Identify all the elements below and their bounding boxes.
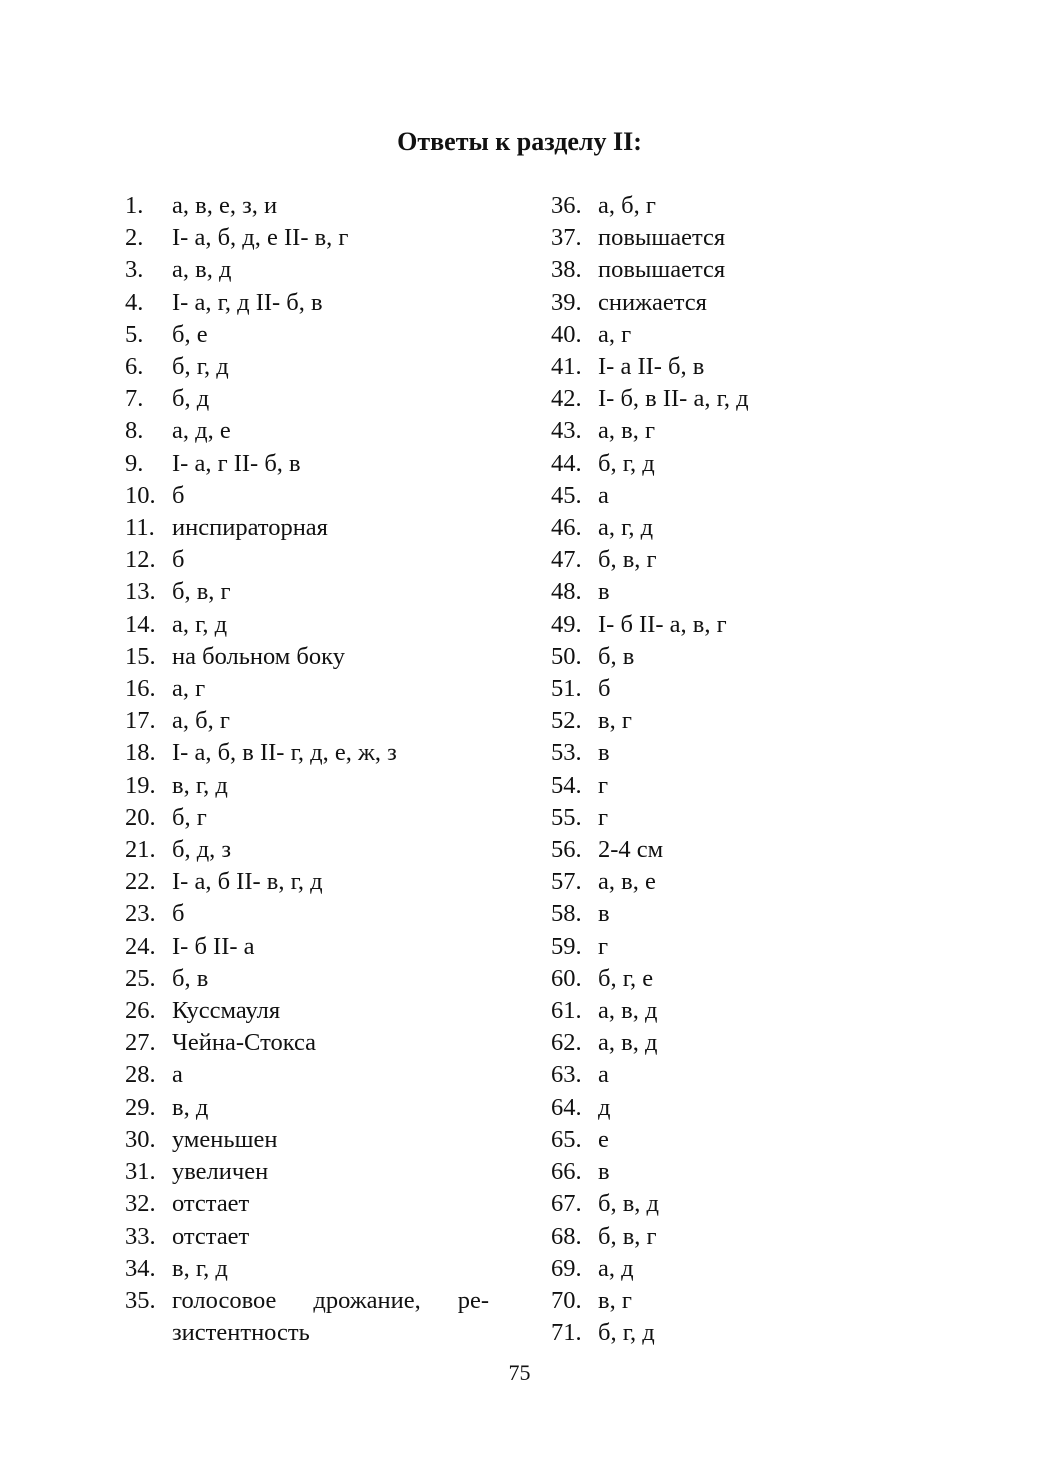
answer-text: а, д, е xyxy=(172,417,231,445)
answer-number: 60. xyxy=(551,964,582,992)
answer-number: 51. xyxy=(551,675,582,703)
answer-item-71 xyxy=(551,1317,881,1349)
answer-text: увеличен xyxy=(172,1158,269,1186)
answer-text: отстает xyxy=(172,1190,250,1218)
answer-item-23 xyxy=(125,898,489,930)
answer-text: г xyxy=(598,771,609,799)
answer-item-40 xyxy=(551,319,881,351)
answer-item-16 xyxy=(125,673,489,705)
answer-item-39 xyxy=(551,287,881,319)
answer-number: 67. xyxy=(551,1190,582,1218)
answer-item-44 xyxy=(551,448,881,480)
answer-text: инспираторная xyxy=(172,514,328,542)
answer-text: б, в xyxy=(172,964,209,992)
answer-number: 16. xyxy=(125,675,156,703)
answer-item-1 xyxy=(125,190,489,222)
page-number: 75 xyxy=(508,1360,531,1385)
answer-text: на больном боку xyxy=(172,642,345,670)
answer-number: 64. xyxy=(551,1093,582,1121)
answer-number: 10. xyxy=(125,481,156,509)
answer-text: а, в, е, з, и xyxy=(172,192,278,219)
answer-text: а, г xyxy=(172,675,206,703)
answer-text: в xyxy=(598,739,610,767)
answer-number: 14. xyxy=(125,610,156,638)
answer-item-8 xyxy=(125,415,489,447)
answer-item-47 xyxy=(551,544,881,576)
answer-number: 23. xyxy=(125,900,156,928)
answer-item-20 xyxy=(125,802,489,834)
answer-item-42 xyxy=(551,383,881,415)
answer-item-48 xyxy=(551,576,881,608)
answer-text: а, в, д xyxy=(598,1029,658,1057)
answer-text: отстает xyxy=(172,1222,250,1250)
answer-number: 31. xyxy=(125,1158,156,1186)
answer-item-64 xyxy=(551,1092,881,1124)
answer-text: б, д, з xyxy=(172,836,232,864)
answer-item-24 xyxy=(125,931,489,963)
answer-text: б, г, д xyxy=(598,449,655,477)
answer-number: 39. xyxy=(551,288,582,316)
answer-item-50 xyxy=(551,641,881,673)
answer-item-43 xyxy=(551,415,881,447)
answer-number: 19. xyxy=(125,771,156,799)
answer-text: б, г, е xyxy=(598,964,654,992)
answer-item-25 xyxy=(125,963,489,995)
answer-text: I- а, б, д, е II- в, г xyxy=(172,224,349,252)
answer-item-18 xyxy=(125,737,489,769)
answer-item-36 xyxy=(551,190,881,222)
answer-item-61 xyxy=(551,995,881,1027)
answer-item-46 xyxy=(551,512,881,544)
answer-item-15 xyxy=(125,641,489,673)
answer-item-32 xyxy=(125,1188,489,1220)
answer-number: 4. xyxy=(125,288,144,316)
answer-item-6 xyxy=(125,351,489,383)
answer-item-34 xyxy=(125,1253,489,1285)
answer-number: 69. xyxy=(551,1254,582,1282)
answer-number: 12. xyxy=(125,546,156,574)
answer-number: 52. xyxy=(551,707,582,735)
answer-number: 20. xyxy=(125,803,156,831)
answer-number: 24. xyxy=(125,932,156,960)
answer-number: 21. xyxy=(125,836,156,864)
answer-text: а xyxy=(598,1061,609,1089)
answer-item-21 xyxy=(125,834,489,866)
answer-item-12 xyxy=(125,544,489,576)
answer-number: 59. xyxy=(551,932,582,960)
answer-item-3 xyxy=(125,254,489,286)
answer-number: 28. xyxy=(125,1061,156,1089)
answer-item-9 xyxy=(125,448,489,480)
answer-item-57 xyxy=(551,866,881,898)
answer-text: а, г xyxy=(598,320,632,348)
answer-number: 15. xyxy=(125,642,156,670)
answer-number: 18. xyxy=(125,739,156,767)
answer-item-70 xyxy=(551,1285,881,1317)
answer-number: 57. xyxy=(551,868,582,896)
answer-number: 1. xyxy=(125,192,144,219)
answer-item-33 xyxy=(125,1221,489,1253)
answer-number: 41. xyxy=(551,353,582,381)
answer-number: 33. xyxy=(125,1222,156,1250)
answer-text: I- б, в II- а, г, д xyxy=(598,385,749,413)
answer-item-38 xyxy=(551,254,881,286)
answer-text: б, в xyxy=(598,642,635,670)
answer-number: 61. xyxy=(551,997,582,1025)
answer-text: снижается xyxy=(598,288,707,316)
answer-text: б, в, г xyxy=(172,578,231,606)
answer-item-45 xyxy=(551,480,881,512)
answer-text: б, в, г xyxy=(598,1222,657,1250)
answer-item-26 xyxy=(125,995,489,1027)
answer-text: I- б II- а, в, г xyxy=(598,610,727,638)
answer-item-2 xyxy=(125,222,489,254)
answer-item-51 xyxy=(551,673,881,705)
answer-text: б xyxy=(598,675,611,703)
answer-number: 50. xyxy=(551,642,582,670)
answer-text: I- б II- а xyxy=(172,932,255,960)
answer-item-35 xyxy=(125,1285,489,1349)
answer-text: а, д xyxy=(598,1254,634,1282)
answer-item-7 xyxy=(125,383,489,415)
answer-text: а, г, д xyxy=(172,610,228,638)
answer-item-63 xyxy=(551,1059,881,1091)
answer-item-28 xyxy=(125,1059,489,1091)
answer-number: 42. xyxy=(551,385,582,413)
answer-text: б xyxy=(172,900,185,928)
answer-number: 62. xyxy=(551,1029,582,1057)
answer-text: повышается xyxy=(598,224,726,252)
answer-item-10 xyxy=(125,480,489,512)
answers-left-column xyxy=(125,190,489,1349)
answer-text: б xyxy=(172,481,185,509)
answer-text: б, г, д xyxy=(172,353,229,381)
answer-number: 47. xyxy=(551,546,582,574)
answer-text: г xyxy=(598,932,609,960)
answer-item-56 xyxy=(551,834,881,866)
answer-number: 71. xyxy=(551,1319,582,1347)
answer-text: I- а, б II- в, г, д xyxy=(172,868,323,896)
answer-number: 38. xyxy=(551,256,582,284)
answer-text: а, б, г xyxy=(598,192,656,219)
answer-item-55 xyxy=(551,802,881,834)
answer-item-19 xyxy=(125,770,489,802)
answer-number: 43. xyxy=(551,417,582,445)
answer-text: I- а, г, д II- б, в xyxy=(172,288,323,316)
answer-text: в, г xyxy=(598,1286,632,1314)
answer-item-30 xyxy=(125,1124,489,1156)
answer-number: 68. xyxy=(551,1222,582,1250)
answer-number: 32. xyxy=(125,1190,156,1218)
answer-text: в, г xyxy=(598,707,632,735)
answer-text: в xyxy=(598,900,610,928)
answer-text: б xyxy=(172,546,185,574)
answer-item-52 xyxy=(551,705,881,737)
answer-number: 70. xyxy=(551,1286,582,1314)
answer-number: 35. xyxy=(125,1286,156,1314)
answer-text: повышается xyxy=(598,256,726,284)
answer-text: б, г xyxy=(172,803,207,831)
answer-item-66 xyxy=(551,1156,881,1188)
answer-number: 13. xyxy=(125,578,156,606)
answer-number: 37. xyxy=(551,224,582,252)
answer-number: 17. xyxy=(125,707,156,735)
answer-item-62 xyxy=(551,1027,881,1059)
answer-text: а, в, е xyxy=(598,868,656,896)
answer-text: Чейна-Стокса xyxy=(172,1029,317,1057)
answer-item-41 xyxy=(551,351,881,383)
answer-text: а, г, д xyxy=(598,514,654,542)
answer-item-65 xyxy=(551,1124,881,1156)
answer-number: 45. xyxy=(551,481,582,509)
answer-item-37 xyxy=(551,222,881,254)
answer-number: 44. xyxy=(551,449,582,477)
answer-number: 65. xyxy=(551,1125,582,1153)
answer-number: 5. xyxy=(125,320,144,348)
answer-text: б, г, д xyxy=(598,1319,655,1347)
answer-text: в, г, д xyxy=(172,1254,228,1282)
answer-text: голосовое дрожание, ре-зистентность xyxy=(172,1286,489,1347)
answers-right-column xyxy=(551,190,881,1349)
answer-number: 46. xyxy=(551,514,582,542)
answer-item-29 xyxy=(125,1092,489,1124)
answer-number: 7. xyxy=(125,385,144,413)
answer-item-4 xyxy=(125,287,489,319)
answer-text: б, в, д xyxy=(598,1190,659,1218)
answer-item-54 xyxy=(551,770,881,802)
answer-text: а xyxy=(172,1061,183,1089)
answer-text: а, б, г xyxy=(172,707,230,735)
answer-number: 56. xyxy=(551,836,582,864)
answer-number: 30. xyxy=(125,1125,156,1153)
answer-text: б, в, г xyxy=(598,546,657,574)
answer-item-22 xyxy=(125,866,489,898)
answer-number: 26. xyxy=(125,997,156,1025)
answer-text: I- а, г II- б, в xyxy=(172,449,301,477)
answer-number: 29. xyxy=(125,1093,156,1121)
answer-item-49 xyxy=(551,609,881,641)
answer-number: 6. xyxy=(125,353,144,381)
answer-item-67 xyxy=(551,1188,881,1220)
answer-item-27 xyxy=(125,1027,489,1059)
answer-text: д xyxy=(598,1093,611,1121)
answer-number: 54. xyxy=(551,771,582,799)
answer-number: 53. xyxy=(551,739,582,767)
answer-number: 3. xyxy=(125,256,144,284)
answer-number: 22. xyxy=(125,868,156,896)
answer-item-13 xyxy=(125,576,489,608)
answer-text: в xyxy=(598,578,610,606)
answer-text: Куссмауля xyxy=(172,997,281,1025)
answer-item-31 xyxy=(125,1156,489,1188)
answer-number: 9. xyxy=(125,449,144,477)
answer-item-58 xyxy=(551,898,881,930)
answer-number: 36. xyxy=(551,192,582,219)
answer-text: в xyxy=(598,1158,610,1186)
answer-number: 25. xyxy=(125,964,156,992)
answer-item-59 xyxy=(551,931,881,963)
answer-item-14 xyxy=(125,609,489,641)
answer-text: б, е xyxy=(172,320,208,348)
answer-text: а, в, д xyxy=(172,256,232,284)
answer-text: уменьшен xyxy=(172,1125,278,1153)
answer-text: а xyxy=(598,481,609,509)
answer-text: I- а, б, в II- г, д, е, ж, з xyxy=(172,739,397,767)
answer-text: в, д xyxy=(172,1093,209,1121)
answer-number: 11. xyxy=(125,514,155,542)
answer-text: а, в, г xyxy=(598,417,655,445)
answer-item-11 xyxy=(125,512,489,544)
answer-item-17 xyxy=(125,705,489,737)
answer-text: I- а II- б, в xyxy=(598,353,705,381)
answer-number: 40. xyxy=(551,320,582,348)
answer-number: 58. xyxy=(551,900,582,928)
answer-text: г xyxy=(598,803,609,831)
answer-text: б, д xyxy=(172,385,210,413)
answer-number: 49. xyxy=(551,610,582,638)
answer-item-60 xyxy=(551,963,881,995)
answer-number: 8. xyxy=(125,417,144,445)
answer-number: 63. xyxy=(551,1061,582,1089)
answer-item-53 xyxy=(551,737,881,769)
answer-item-5 xyxy=(125,319,489,351)
answer-number: 48. xyxy=(551,578,582,606)
answer-number: 55. xyxy=(551,803,582,831)
answer-number: 2. xyxy=(125,224,144,252)
page-title: Ответы к разделу II: xyxy=(397,127,642,156)
answer-item-69 xyxy=(551,1253,881,1285)
answer-text: в, г, д xyxy=(172,771,228,799)
answer-number: 27. xyxy=(125,1029,156,1057)
answer-text: а, в, д xyxy=(598,997,658,1025)
answer-text: 2-4 см xyxy=(598,836,664,864)
answer-text: е xyxy=(598,1125,609,1153)
answer-number: 66. xyxy=(551,1158,582,1186)
answer-number: 34. xyxy=(125,1254,156,1282)
answer-item-68 xyxy=(551,1221,881,1253)
